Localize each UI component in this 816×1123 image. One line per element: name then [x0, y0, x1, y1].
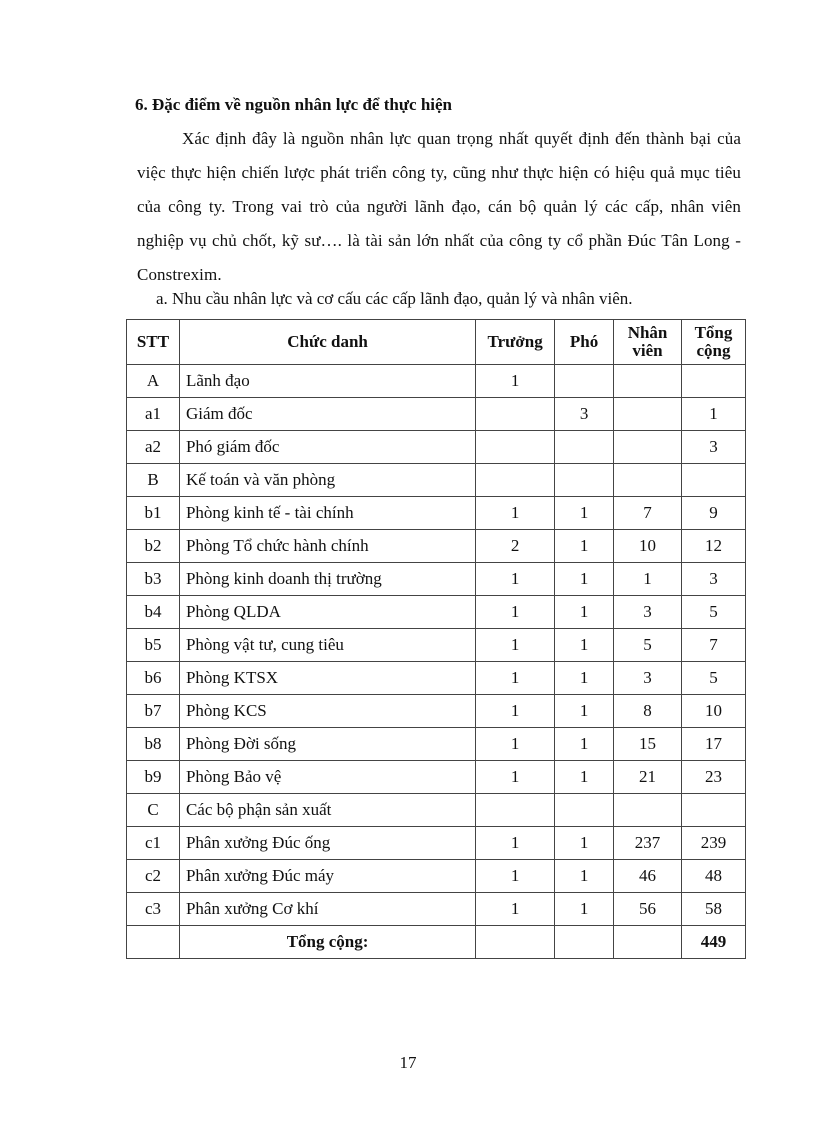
cell-pho: 1 [555, 530, 614, 563]
table-row [127, 662, 746, 695]
cell-tongcong: 12 [682, 530, 746, 563]
table-row [127, 563, 746, 596]
cell-pho [555, 431, 614, 464]
header-title: Chức danh [179, 320, 475, 365]
cell-tongcong: 7 [682, 629, 746, 662]
cell-stt: b3 [127, 563, 180, 596]
cell-title: Phòng QLDA [179, 596, 475, 629]
cell-stt: a2 [127, 431, 180, 464]
cell-pho [555, 464, 614, 497]
cell-tongcong: 17 [682, 728, 746, 761]
cell-tongcong: 58 [682, 893, 746, 926]
cell-title: Phòng vật tư, cung tiêu [179, 629, 475, 662]
cell-title: Phòng Tổ chức hành chính [179, 530, 475, 563]
cell-pho [555, 794, 614, 827]
cell-pho: 3 [555, 398, 614, 431]
cell-truong [476, 398, 555, 431]
cell-truong [476, 431, 555, 464]
table-row [127, 761, 746, 794]
cell-truong: 1 [476, 662, 555, 695]
cell-truong: 1 [476, 365, 555, 398]
table-row [127, 596, 746, 629]
cell-truong: 1 [476, 893, 555, 926]
cell-truong: 1 [476, 695, 555, 728]
cell-tongcong: 9 [682, 497, 746, 530]
cell-pho [555, 365, 614, 398]
cell-title: Các bộ phận sản xuất [179, 794, 475, 827]
table-caption: a. Nhu cầu nhân lực và cơ cấu các cấp lãnh đạo, quản lý và nhân viên. [156, 289, 633, 308]
cell-stt: c2 [127, 860, 180, 893]
cell-title: Lãnh đạo [179, 365, 475, 398]
cell-stt: b2 [127, 530, 180, 563]
cell-nhanvien: 7 [614, 497, 682, 530]
cell-nhanvien: 5 [614, 629, 682, 662]
cell-tongcong: 48 [682, 860, 746, 893]
header-truong: Trưởng [476, 320, 555, 365]
table-row [127, 827, 746, 860]
cell-stt: b6 [127, 662, 180, 695]
cell-stt: b8 [127, 728, 180, 761]
cell-title: Phòng Bảo vệ [179, 761, 475, 794]
staffing-table [126, 319, 746, 959]
cell-tongcong [682, 464, 746, 497]
cell-truong [476, 464, 555, 497]
table-header-row [127, 320, 746, 365]
cell-nhanvien: 21 [614, 761, 682, 794]
cell-nhanvien [614, 794, 682, 827]
section-heading: 6. Đặc điểm về nguồn nhân lực để thực hiện [135, 95, 452, 114]
cell-stt: b1 [127, 497, 180, 530]
cell-title: Phân xưởng Đúc ống [179, 827, 475, 860]
cell-title: Giám đốc [179, 398, 475, 431]
cell-truong: 1 [476, 761, 555, 794]
cell-truong: 1 [476, 596, 555, 629]
cell-pho: 1 [555, 761, 614, 794]
cell-truong [476, 794, 555, 827]
cell-pho: 1 [555, 596, 614, 629]
cell-nhanvien: 8 [614, 695, 682, 728]
cell-stt: c1 [127, 827, 180, 860]
cell-title: Phòng kinh doanh thị trường [179, 563, 475, 596]
table-row [127, 860, 746, 893]
table-row [127, 431, 746, 464]
cell-pho: 1 [555, 629, 614, 662]
table-row [127, 530, 746, 563]
cell-nhanvien: 46 [614, 860, 682, 893]
body-paragraph: Xác định đây là nguồn nhân lực quan trọng nhất quyết định đến thành bại của việc thực hiện chiến lược phát triển công ty, cũng như thực hiện có hiệu quả mục tiêu của công ty. Trong vai trò của người lãnh đạo, cán bộ quản lý các cấp, nhân viên nghiệp vụ chủ chốt, kỹ sư…. là tài sản lớn nhất của công ty cổ phần Đúc Tân Long - Constrexim. [137, 129, 741, 284]
cell-tongcong [682, 365, 746, 398]
header-nhanvien: Nhân viên [614, 320, 682, 365]
cell-title: Phòng KTSX [179, 662, 475, 695]
table-row [127, 629, 746, 662]
header-stt: STT [127, 320, 180, 365]
cell-truong: 2 [476, 530, 555, 563]
cell-pho: 1 [555, 695, 614, 728]
cell-tongcong [682, 794, 746, 827]
total-pho-cell [555, 926, 614, 959]
cell-nhanvien: 15 [614, 728, 682, 761]
table-row [127, 728, 746, 761]
table-row [127, 497, 746, 530]
cell-stt: b4 [127, 596, 180, 629]
total-stt-cell [127, 926, 180, 959]
table-row [127, 398, 746, 431]
cell-tongcong: 5 [682, 662, 746, 695]
cell-title: Phòng kinh tế - tài chính [179, 497, 475, 530]
cell-title: Phòng Đời sống [179, 728, 475, 761]
cell-tongcong: 3 [682, 431, 746, 464]
cell-nhanvien [614, 464, 682, 497]
cell-nhanvien: 1 [614, 563, 682, 596]
total-truong-cell [476, 926, 555, 959]
table-body [127, 365, 746, 926]
cell-truong: 1 [476, 629, 555, 662]
cell-pho: 1 [555, 893, 614, 926]
cell-stt: b7 [127, 695, 180, 728]
cell-tongcong: 23 [682, 761, 746, 794]
cell-pho: 1 [555, 860, 614, 893]
table-row [127, 365, 746, 398]
table-row [127, 794, 746, 827]
cell-stt: B [127, 464, 180, 497]
cell-tongcong: 10 [682, 695, 746, 728]
cell-truong: 1 [476, 563, 555, 596]
cell-nhanvien [614, 365, 682, 398]
cell-stt: b9 [127, 761, 180, 794]
cell-pho: 1 [555, 497, 614, 530]
cell-stt: C [127, 794, 180, 827]
cell-tongcong: 1 [682, 398, 746, 431]
cell-nhanvien: 10 [614, 530, 682, 563]
cell-title: Phân xưởng Cơ khí [179, 893, 475, 926]
cell-nhanvien: 237 [614, 827, 682, 860]
cell-pho: 1 [555, 563, 614, 596]
cell-pho: 1 [555, 662, 614, 695]
cell-title: Phó giám đốc [179, 431, 475, 464]
cell-nhanvien: 3 [614, 662, 682, 695]
page-number: 17 [399, 1053, 417, 1072]
total-nhanvien-cell [614, 926, 682, 959]
cell-pho: 1 [555, 827, 614, 860]
cell-nhanvien [614, 431, 682, 464]
cell-stt: A [127, 365, 180, 398]
cell-tongcong: 239 [682, 827, 746, 860]
cell-tongcong: 5 [682, 596, 746, 629]
cell-nhanvien [614, 398, 682, 431]
header-pho: Phó [555, 320, 614, 365]
table-row [127, 695, 746, 728]
table-row [127, 893, 746, 926]
header-tongcong: Tổng cộng [682, 320, 746, 365]
cell-truong: 1 [476, 728, 555, 761]
cell-title: Phòng KCS [179, 695, 475, 728]
cell-stt: c3 [127, 893, 180, 926]
table-row [127, 464, 746, 497]
cell-title: Kế toán và văn phòng [179, 464, 475, 497]
cell-pho: 1 [555, 728, 614, 761]
total-row [127, 926, 746, 959]
cell-truong: 1 [476, 827, 555, 860]
cell-truong: 1 [476, 497, 555, 530]
cell-stt: b5 [127, 629, 180, 662]
cell-nhanvien: 56 [614, 893, 682, 926]
total-value: 449 [682, 926, 746, 959]
total-label: Tổng cộng: [179, 926, 475, 959]
cell-stt: a1 [127, 398, 180, 431]
cell-tongcong: 3 [682, 563, 746, 596]
cell-nhanvien: 3 [614, 596, 682, 629]
cell-title: Phân xưởng Đúc máy [179, 860, 475, 893]
cell-truong: 1 [476, 860, 555, 893]
